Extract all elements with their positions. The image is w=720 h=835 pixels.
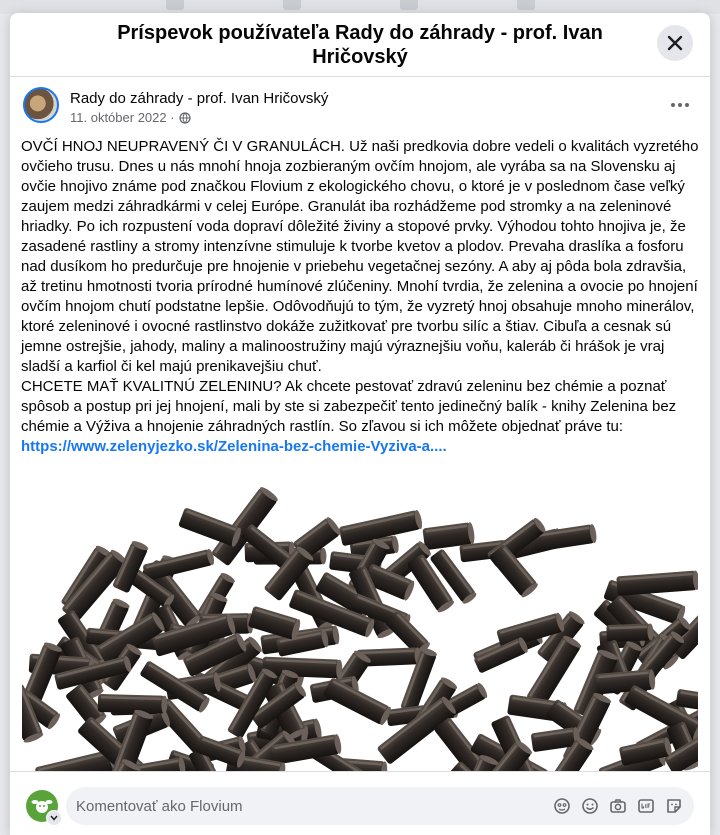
pellet <box>606 623 653 642</box>
sheep-manure-pellets-image <box>22 465 698 773</box>
pellet <box>142 548 215 581</box>
switch-profile-button[interactable] <box>46 810 62 826</box>
post-author[interactable]: Rady do záhrady - prof. Ivan Hričovský <box>70 90 329 107</box>
pellet <box>616 570 698 596</box>
post-paragraph-1: OVČÍ HNOJ NEUPRAVENÝ ČI V GRANULÁCH. Už naši predkovia dobre vedeli o kvalitách vyzretého ovčieho trusu. Dnes u nás mnohí hnoja zozbieraným ovčím hnojom, ale vyrába sa na Slovensku aj ovčie hnojivo známe pod značkou Flovium z ekologického chovu, o ktoré je v poslednom čase veľký zaujem medzi záhradkármi v celej Európe. Granulát iba rozhádžeme pod stromky a na zeleninové hriadky. Po ich rozpustení voda dopraví dôležité živiny a stopové prvky. Výhodou tohto hnojiva je, že zasadené rastliny a stromy intenzívne stimuluje k tvorbe kvetov a plodov. Prevaha draslíka a fosforu nad dusíkom ho predurčuje pre hnojenie v priebehu vegetačnej sezóny. A aby aj pôda bola zdravšia, až tretinu hmotnosti tvoria prírodné humínové zlúčeniny. Mnohí tvrdia, že zelenina a ovocie po hnojení ovčím hnojom chutí podstatne lepšie. Odôvodňujú to tým, že vyzretý hnoj obsahuje mnoho minerálov, ktoré zeleninové i ovocné rastlinstvo dokáže zužitkovať pre tvorbu silíc a štiav. Cibuľa a cesnak sú jemne ostrejšie, jahody, maliny a malinoostružiny majú výraznejšiu voňu, kaleráb či hrášok je vraj sladší a karfiol či kel majú prenikavejšiu chuť. <box>21 138 699 375</box>
post-body <box>21 137 703 457</box>
gif-button[interactable] <box>637 797 655 815</box>
more-options-button[interactable] <box>666 95 694 115</box>
sticker-button[interactable] <box>665 797 683 815</box>
modal-title: Príspevok používateľa Rady do záhrady - prof. Ivan Hričovský <box>117 22 603 68</box>
post-link[interactable]: https://www.zelenyjezko.sk/Zelenina-bez-chemie-Vyziva-a.... <box>21 438 447 455</box>
background-home-icon <box>166 0 184 10</box>
emoji-icon <box>581 797 599 815</box>
close-button[interactable] <box>657 25 693 61</box>
more-dot <box>685 103 689 107</box>
comment-tools <box>553 796 683 816</box>
globe-icon <box>179 112 191 124</box>
chevron-down-icon <box>50 815 58 821</box>
post-photo[interactable] <box>22 465 698 773</box>
post-header <box>10 77 710 137</box>
more-dot <box>678 103 682 107</box>
modal-header <box>10 13 710 77</box>
avatar-sticker-icon <box>553 797 571 815</box>
post-date[interactable]: 11. október 2022 · <box>70 110 175 125</box>
background-nav-strip <box>0 0 720 14</box>
camera-icon <box>609 797 627 815</box>
background-video-icon <box>400 0 418 10</box>
photo-button[interactable] <box>609 797 627 815</box>
more-dots-icon <box>671 103 675 107</box>
page-avatar[interactable] <box>23 87 59 123</box>
post-meta <box>70 110 191 125</box>
pellet <box>178 507 243 547</box>
background-flag-icon <box>283 0 301 10</box>
background-groups-icon <box>517 0 535 10</box>
emoji-button[interactable] <box>581 797 599 815</box>
pellet <box>98 694 168 714</box>
sticker-icon <box>665 797 683 815</box>
gif-icon <box>637 797 655 815</box>
comment-bar <box>10 771 710 835</box>
close-icon <box>667 35 683 51</box>
post-paragraph-2: CHCETE MAŤ KVALITNÚ ZELENINU? Ak chcete pestovať zdravú zeleninu bez chémie a poznať spôsob a postup pri jej hnojení, mali by ste si zabezpečiť tento jedinečný balík - knihy Zelenina bez chémie a Výživa a hnojenie záhradných rastlín. So zľavou si ich môžete objednať práve tu: <box>21 378 677 435</box>
avatar-sticker-button[interactable] <box>553 797 571 815</box>
post-modal <box>10 13 710 835</box>
